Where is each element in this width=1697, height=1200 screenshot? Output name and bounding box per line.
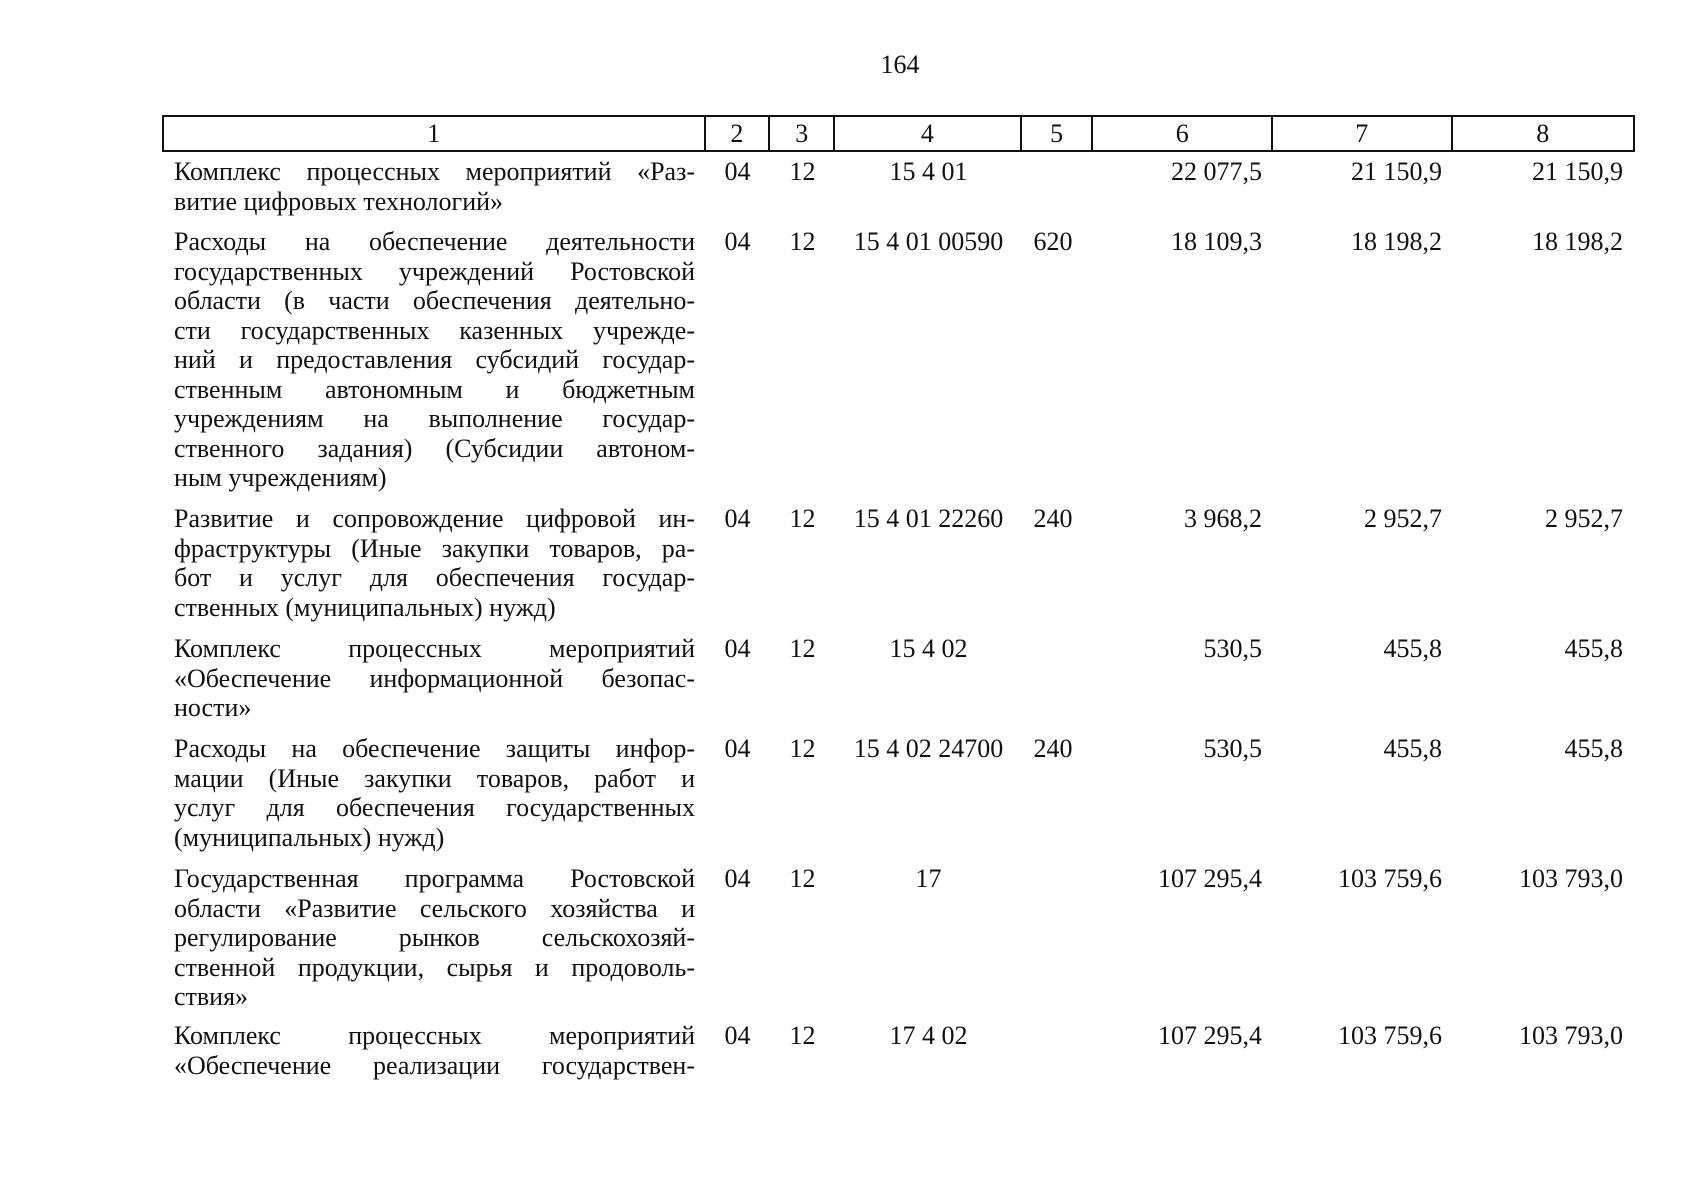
row-amount-col7: 455,8 bbox=[1383, 734, 1442, 763]
row-amount-col6: 107 295,4 bbox=[1158, 864, 1262, 893]
row-amount-col8: 21 150,9 bbox=[1532, 157, 1623, 186]
header-col-5: 5 bbox=[1022, 117, 1094, 150]
row-expense-type bbox=[1022, 1021, 1094, 1080]
row-subsection: 12 bbox=[789, 634, 816, 663]
header-col-4: 4 bbox=[835, 117, 1022, 150]
row-name-line: мации (Иные закупки товаров, работ и bbox=[174, 763, 695, 793]
row-name-line: «Обеспечение реализации государствен- bbox=[174, 1050, 695, 1080]
row-expense-type: 240 bbox=[1033, 504, 1073, 533]
header-col-8: 8 bbox=[1536, 119, 1550, 148]
row-amount-col8: 103 793,0 bbox=[1519, 1021, 1623, 1050]
row-name-line: ственной продукции, сырья и продоволь- bbox=[174, 952, 695, 982]
row-name-line: Расходы на обеспечение деятельности bbox=[174, 227, 695, 256]
row-amount-col6: 22 077,5 bbox=[1171, 157, 1262, 186]
row-name-line: ным учреждениям) bbox=[174, 463, 387, 492]
row-name bbox=[162, 157, 705, 216]
row-name-line: ственным автономным и бюджетным bbox=[174, 374, 695, 404]
row-amount-col7: 103 759,6 bbox=[1338, 1021, 1442, 1050]
row-name-line: витие цифровых технологий» bbox=[174, 186, 504, 216]
row-amount-col7: 21 150,9 bbox=[1351, 157, 1442, 186]
row-section: 04 bbox=[724, 864, 751, 893]
row-name-line: фраструктуры (Иные закупки товаров, ра- bbox=[174, 533, 695, 563]
row-subsection: 12 bbox=[789, 227, 816, 256]
row-name-line: услуг для обеспечения государственных bbox=[174, 793, 695, 822]
row-name-line: Расходы на обеспечение защиты инфор- bbox=[174, 734, 695, 763]
table-row bbox=[162, 227, 1635, 493]
row-subsection: 12 bbox=[789, 1021, 816, 1050]
row-amount-col8: 103 793,0 bbox=[1519, 864, 1623, 893]
row-target-code: 17 4 02 bbox=[889, 1021, 968, 1050]
row-name-line: Комплекс процессных мероприятий «Раз- bbox=[174, 157, 695, 186]
row-subsection: 12 bbox=[789, 734, 816, 763]
row-amount-col7: 103 759,6 bbox=[1338, 864, 1442, 893]
row-name bbox=[162, 864, 705, 1012]
row-name-line: сти государственных казенных учрежде- bbox=[174, 315, 695, 345]
row-subsection: 12 bbox=[789, 504, 816, 533]
row-amount-col7: 455,8 bbox=[1383, 634, 1442, 663]
row-section: 04 bbox=[724, 504, 751, 533]
table-row bbox=[162, 504, 1635, 622]
row-section: 04 bbox=[724, 227, 751, 256]
header-col-6: 6 bbox=[1093, 117, 1273, 150]
row-name-line: государственных учреждений Ростовской bbox=[174, 256, 695, 286]
row-amount-col6: 18 109,3 bbox=[1171, 227, 1262, 256]
row-name-line: учреждениям на выполнение государ- bbox=[174, 404, 695, 433]
row-name-line: (муниципальных) нужд) bbox=[174, 822, 445, 852]
row-amount-col6: 530,5 bbox=[1203, 734, 1262, 763]
row-expense-type: 620 bbox=[1033, 227, 1073, 256]
row-amount-col7: 2 952,7 bbox=[1364, 504, 1442, 533]
row-expense-type bbox=[1022, 864, 1094, 1012]
row-amount-col8: 18 198,2 bbox=[1532, 227, 1623, 256]
header-col-1: 1 bbox=[164, 117, 706, 150]
row-subsection: 12 bbox=[789, 864, 816, 893]
table-row bbox=[162, 1021, 1635, 1080]
row-target-code: 15 4 01 22260 bbox=[853, 504, 1004, 533]
row-name-line: ственных (муниципальных) нужд) bbox=[174, 592, 556, 622]
row-target-code: 15 4 02 bbox=[889, 634, 968, 663]
row-target-code: 15 4 01 00590 bbox=[853, 227, 1004, 256]
row-name-line: ний и предоставления субсидий государ- bbox=[174, 345, 695, 374]
row-name-line: бот и услуг для обеспечения государ- bbox=[174, 563, 695, 592]
page-number: 164 bbox=[880, 50, 920, 79]
row-amount-col6: 107 295,4 bbox=[1158, 1021, 1262, 1050]
row-name bbox=[162, 1021, 705, 1080]
row-name bbox=[162, 634, 705, 723]
row-section: 04 bbox=[724, 157, 751, 186]
header-col-7: 7 bbox=[1273, 117, 1453, 150]
row-amount-col6: 530,5 bbox=[1203, 634, 1262, 663]
table-row bbox=[162, 634, 1635, 723]
row-section: 04 bbox=[724, 1021, 751, 1050]
row-amount-col8: 455,8 bbox=[1564, 634, 1623, 663]
row-target-code: 17 bbox=[915, 864, 942, 893]
row-name-line: регулирование рынков сельскохозяй- bbox=[174, 923, 695, 952]
row-subsection: 12 bbox=[789, 157, 816, 186]
row-name-line: ности» bbox=[174, 693, 252, 722]
row-expense-type bbox=[1022, 634, 1094, 723]
row-name-line: Развитие и сопровождение цифровой ин- bbox=[174, 504, 695, 533]
row-name bbox=[162, 227, 705, 493]
header-col-2: 2 bbox=[706, 117, 771, 150]
row-name-line: Комплекс процессных мероприятий bbox=[174, 1021, 695, 1050]
table-row bbox=[162, 157, 1635, 216]
row-name-line: «Обеспечение информационной безопас- bbox=[174, 663, 695, 693]
row-expense-type bbox=[1022, 157, 1094, 216]
row-target-code: 15 4 01 bbox=[889, 157, 968, 186]
header-col-3: 3 bbox=[770, 117, 835, 150]
table-row bbox=[162, 864, 1635, 1012]
row-section: 04 bbox=[724, 734, 751, 763]
table-row bbox=[162, 734, 1635, 852]
row-name-line: области (в части обеспечения деятельно- bbox=[174, 286, 695, 315]
row-amount-col7: 18 198,2 bbox=[1351, 227, 1442, 256]
row-expense-type: 240 bbox=[1033, 734, 1073, 763]
row-amount-col8: 455,8 bbox=[1564, 734, 1623, 763]
row-name bbox=[162, 734, 705, 852]
row-name-line: Государственная программа Ростовской bbox=[174, 864, 695, 893]
table-header-row bbox=[162, 115, 1635, 152]
row-section: 04 bbox=[724, 634, 751, 663]
row-name-line: ственного задания) (Субсидии автоном- bbox=[174, 433, 695, 463]
row-name-line: области «Развитие сельского хозяйства и bbox=[174, 893, 695, 923]
row-name-line: ствия» bbox=[174, 982, 249, 1011]
row-name-line: Комплекс процессных мероприятий bbox=[174, 634, 695, 663]
row-name bbox=[162, 504, 705, 622]
row-amount-col6: 3 968,2 bbox=[1184, 504, 1262, 533]
row-target-code: 15 4 02 24700 bbox=[853, 734, 1004, 763]
row-amount-col8: 2 952,7 bbox=[1545, 504, 1623, 533]
